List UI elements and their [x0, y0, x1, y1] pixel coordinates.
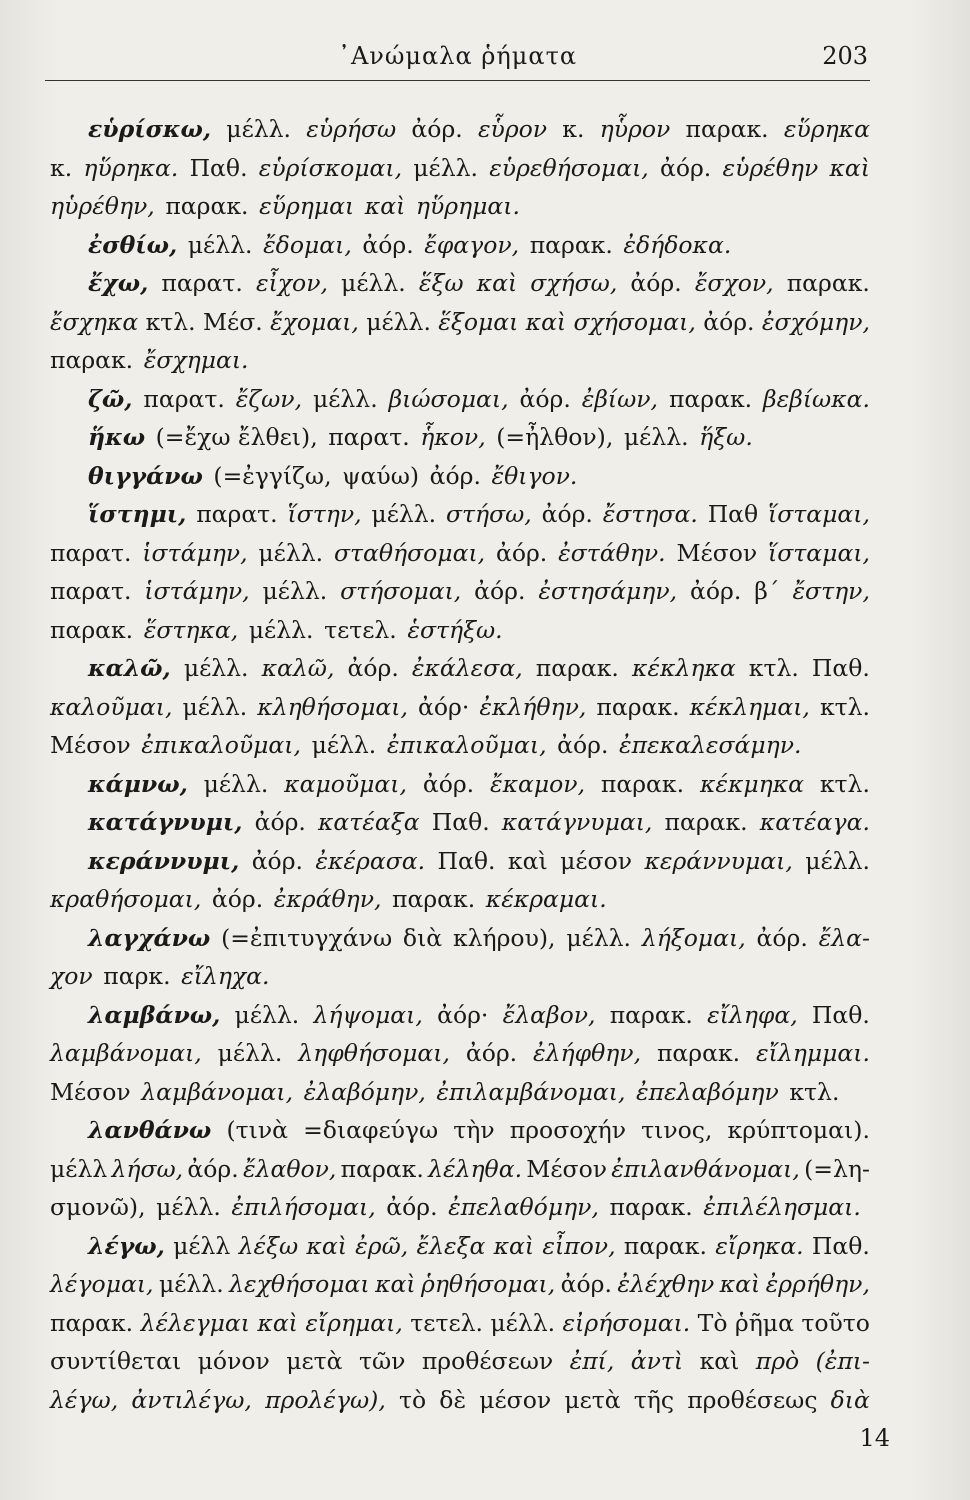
word: ἔσχον, — [694, 269, 774, 297]
word: παρακ. — [529, 230, 613, 259]
word: ψαύω) — [342, 461, 420, 490]
word: βιώσομαι, — [388, 384, 509, 413]
word: ηὕρηκα. — [83, 153, 179, 182]
word: κατέαγα. — [759, 808, 870, 836]
word: μέλλ. — [341, 269, 406, 297]
text-line — [50, 572, 870, 611]
headword: καλῶ, — [88, 654, 171, 682]
word: ἔδομαι, — [263, 230, 352, 259]
word: εἴλημμαι. — [756, 1039, 870, 1067]
word: ἐβίων, — [581, 384, 659, 413]
word: παρακ. — [50, 615, 134, 644]
word: β΄ — [754, 577, 780, 605]
headword: εὑρίσκω, — [88, 115, 212, 143]
word: λαμβάνομαι, — [50, 1039, 202, 1067]
word: παρακ. — [609, 1000, 693, 1029]
headword: κεράννυμι, — [88, 846, 240, 875]
word: ἵσταμαι, — [768, 500, 870, 528]
word: μετὰ — [564, 1385, 621, 1414]
text-line — [50, 1150, 870, 1189]
text-line — [50, 187, 870, 226]
word: παρακ. — [623, 1231, 707, 1260]
word: στήσομαι, — [340, 577, 462, 605]
text-line — [50, 996, 870, 1035]
word: Μέσον — [676, 538, 758, 567]
word: ἀόρ. — [519, 384, 571, 413]
word: ἑστήξω. — [407, 615, 503, 644]
text-line — [50, 534, 870, 573]
word: παρακ. — [668, 384, 753, 413]
word: κέκραμαι. — [485, 885, 607, 913]
word: λέλεγμαι — [140, 1308, 250, 1337]
headword: θιγγάνω — [88, 461, 203, 490]
word: Παθ. — [811, 654, 870, 682]
word: κέκλημαι, — [689, 692, 810, 721]
word: μέσον — [560, 846, 633, 875]
word: παρατ. — [161, 269, 243, 297]
word: ἐπικαλοῦμαι, — [141, 731, 301, 759]
word: ἔστησα. — [602, 500, 698, 528]
word: (=ἦλθον), — [496, 423, 614, 451]
word: μέλλ. — [311, 731, 377, 759]
word: μέλλ — [50, 1154, 108, 1183]
word: παρατ. — [50, 577, 132, 605]
word: διὰ — [402, 923, 443, 952]
word: ἐπιλέλησμαι. — [703, 1193, 861, 1221]
word: εἴρημαι, — [305, 1308, 403, 1337]
word: καὶ — [829, 153, 870, 182]
word: καλοῦμαι, — [50, 692, 173, 721]
word: πρὸ — [755, 1347, 800, 1375]
word: Μέσον — [50, 1077, 131, 1106]
word: κ. — [50, 153, 73, 182]
word: παρακ. — [664, 808, 748, 836]
word: εὗρον — [477, 115, 548, 143]
word: εὕρηκα — [783, 115, 870, 143]
word: χον — [50, 962, 93, 990]
word: λέληθα. — [428, 1154, 523, 1183]
word: προθέσεων — [421, 1347, 554, 1375]
word: καμοῦμαι, — [284, 769, 407, 798]
word: ἀόρ. — [362, 230, 414, 259]
text-line — [50, 1342, 870, 1381]
word: Παθ — [707, 500, 759, 528]
word: ἔλεξα — [416, 1231, 486, 1260]
word: λήξομαι, — [641, 923, 746, 952]
word: καὶ — [364, 192, 406, 220]
word: εἶπον, — [542, 1231, 616, 1260]
word: ἐρρήθην, — [765, 1270, 870, 1298]
word: τὸ — [398, 1385, 427, 1414]
word: μέλλ. — [566, 923, 632, 952]
word: βεβίωκα. — [763, 384, 870, 413]
word: παρατ. — [50, 538, 132, 567]
text-line — [50, 226, 870, 265]
word: προθέσεως — [687, 1385, 818, 1414]
word: κτλ. — [145, 307, 196, 336]
word: τινος, — [641, 1116, 713, 1144]
word: ἀόρ. — [386, 1193, 438, 1221]
word: κτλ. — [819, 692, 870, 721]
word: παρακ. — [50, 346, 134, 374]
word: ἔζων, — [235, 384, 303, 413]
word: (=λη- — [804, 1154, 870, 1183]
word: παρακ. — [609, 1193, 693, 1221]
word: ἐλήφθην, — [533, 1039, 642, 1067]
word: κραθήσομαι, — [50, 885, 202, 913]
word: καὶ — [476, 269, 518, 297]
word: ηὗρον — [599, 115, 671, 143]
headword: λαμβάνω, — [88, 1000, 221, 1029]
word: μέλλ. — [805, 846, 870, 875]
word: ἐκάλεσα, — [411, 654, 523, 682]
word: μέλλ. — [203, 769, 269, 798]
word: λαμβάνομαι, — [141, 1077, 294, 1106]
word: ἀόρ. — [422, 769, 475, 798]
word: ἀόρ· — [437, 1000, 489, 1029]
word: κλήρου), — [452, 923, 556, 952]
word: ἔθιγον. — [491, 461, 578, 490]
word: τῆς — [633, 1385, 675, 1414]
word: ἀόρ. — [630, 269, 682, 297]
word: ἔχομαι, — [270, 307, 359, 336]
text-line — [50, 303, 870, 342]
word: κρύπτομαι). — [727, 1116, 870, 1144]
text-line — [50, 688, 870, 727]
word: μετὰ — [286, 1347, 343, 1375]
word: κτλ. — [748, 654, 799, 682]
word: ἀόρ. — [251, 846, 303, 875]
word: ἀόρ. — [411, 115, 463, 143]
word: παρακ. — [656, 1039, 741, 1067]
word: λήσω, — [111, 1154, 184, 1183]
word: καὶ — [375, 1270, 416, 1298]
word: εἶχον, — [255, 269, 328, 297]
word: (τινὰ — [226, 1116, 288, 1144]
text-line — [50, 957, 870, 996]
word: σχήσω, — [530, 269, 618, 297]
word: τετελ. — [410, 1308, 483, 1337]
word: ἐστάθην. — [558, 538, 666, 567]
word: ἐπελαθόμην, — [448, 1193, 599, 1221]
text-line — [50, 919, 870, 958]
word: ἐπιλήσομαι, — [231, 1193, 376, 1221]
headword: ἔχω, — [88, 269, 149, 297]
text-line — [50, 1304, 870, 1343]
word: ἀόρ. — [703, 307, 755, 336]
headword: λαγχάνω — [88, 923, 211, 952]
word: παρακ. — [50, 1308, 134, 1337]
word: ἕξω — [418, 269, 464, 297]
word: παρακ. — [600, 769, 685, 798]
word: εὑρεθήσομαι, — [489, 153, 649, 182]
word: καὶ — [493, 1231, 535, 1260]
word: εὑρήσω — [306, 115, 397, 143]
word: κέκμηκα — [699, 769, 805, 798]
word: ἀόρ. — [254, 808, 306, 836]
word: μέλλ. — [490, 1308, 556, 1337]
word: Παθ. — [811, 1231, 870, 1260]
word: ἐσχόμην, — [761, 307, 870, 336]
running-title: ᾿Ανώμαλα ῥήματα — [337, 42, 578, 70]
word: ἐλαβόμην, — [303, 1077, 426, 1106]
signature-mark: 14 — [859, 1424, 890, 1452]
word: στήσω, — [445, 500, 532, 528]
text-line — [50, 765, 870, 804]
word: ἐστησάμην, — [538, 577, 678, 605]
word: κτλ. — [819, 769, 870, 798]
word: ἧκον, — [420, 423, 486, 451]
word: =διαφεύγω — [303, 1116, 439, 1144]
word: μέλλ. — [371, 500, 437, 528]
word: κατέαξα — [318, 808, 420, 836]
word: μέλλ. — [413, 153, 478, 182]
word: λέξω — [238, 1231, 299, 1260]
text-line — [50, 726, 870, 765]
word: συντίθεται — [50, 1347, 182, 1375]
text-line — [50, 880, 870, 919]
word: ληφθήσομαι, — [298, 1039, 450, 1067]
word: μέλλ. — [217, 1039, 283, 1067]
word: καὶ — [699, 1347, 740, 1375]
word: ἀόρ. — [474, 577, 526, 605]
word: ἐκράθην, — [273, 885, 382, 913]
word: εὑρέθην — [722, 153, 819, 182]
word: ἀόρ. — [690, 577, 742, 605]
text-line — [50, 611, 870, 650]
word: ἐπιλαμβάνομαι, — [436, 1077, 626, 1106]
word: ῥῆμα — [734, 1308, 794, 1337]
word: Παθ. — [437, 846, 496, 875]
text-line — [50, 110, 870, 149]
word: Μέσ. — [202, 307, 263, 336]
word: μέλλ. — [226, 115, 292, 143]
word: μέλλ. — [366, 307, 431, 336]
word: τετελ. — [324, 615, 397, 644]
word: ἔστην, — [792, 577, 870, 605]
word: σταθήσομαι, — [333, 538, 486, 567]
word: μέλλ. — [158, 1270, 224, 1298]
word: παρακ. — [596, 692, 680, 721]
word: παρατ. — [328, 423, 410, 451]
word: παρακ. — [786, 269, 870, 297]
page-number: 203 — [822, 42, 868, 70]
word: (=ἔχω ἔλθει), — [155, 423, 318, 451]
word: ἐπιλανθάνομαι, — [611, 1154, 800, 1183]
headword: λέγω, — [88, 1231, 165, 1260]
word: παρακ. — [685, 115, 769, 143]
word: ἀόρ. — [557, 731, 609, 759]
word: παρκ. — [103, 962, 171, 990]
word: σχήσομαι, — [573, 307, 696, 336]
word: ἔσχημαι. — [143, 346, 249, 374]
headword: ζῶ, — [88, 384, 133, 413]
word: λέγω, — [50, 1385, 119, 1414]
word: Μέσον — [50, 731, 131, 759]
word: ἀόρ. — [465, 1039, 518, 1067]
text-line — [50, 418, 870, 457]
word: ἀόρ. — [541, 500, 593, 528]
word: μέλλ. — [187, 230, 253, 259]
word: παρακ. — [535, 654, 619, 682]
word: τῶν — [358, 1347, 406, 1375]
text-line — [50, 842, 870, 881]
word: ἀόρ. — [347, 654, 399, 682]
word: ἔφαγον, — [424, 230, 520, 259]
word: Παθ. — [189, 153, 248, 182]
word: μέσον — [479, 1385, 552, 1414]
word: κέκληκα — [632, 654, 736, 682]
word: εἴρηκα. — [715, 1231, 804, 1260]
word: ἐκλήθην, — [479, 692, 587, 721]
word: ἀντιλέγω, — [131, 1385, 252, 1414]
word: προλέγω), — [265, 1385, 386, 1414]
text-line — [50, 1073, 870, 1112]
word: μέλλ. — [234, 1000, 300, 1029]
text-line — [50, 380, 870, 419]
word: ἥξω. — [699, 423, 753, 451]
word: ἔσχηκα — [50, 307, 139, 336]
word: κτλ. — [789, 1077, 840, 1106]
word: μέλλ — [173, 1231, 231, 1260]
word: Παθ. — [431, 808, 490, 836]
text-line — [50, 1227, 870, 1266]
word: Τὸ — [697, 1308, 728, 1337]
word: (ἐπι- — [815, 1347, 870, 1375]
word: καὶ — [306, 1231, 347, 1260]
word: μέλλ. — [258, 538, 324, 567]
word: λέγομαι, — [50, 1270, 154, 1298]
word: ηὑρέθην, — [50, 192, 155, 220]
text-line — [50, 1381, 870, 1420]
headword: κάμνω, — [88, 769, 188, 798]
word: παρακ. — [392, 885, 476, 913]
word: ἀόρ. — [211, 885, 264, 913]
word: ἀόρ· — [417, 692, 470, 721]
text-line — [50, 341, 870, 380]
word: εἰρήσομαι. — [562, 1308, 691, 1337]
page-header — [45, 40, 870, 81]
word: προσοχήν — [509, 1116, 626, 1144]
word: ἐδήδοκα. — [623, 230, 732, 259]
word: μέλλ. — [262, 577, 328, 605]
text-line — [50, 457, 870, 496]
word: παρακ. — [340, 1154, 424, 1183]
word: ἔλαθον, — [242, 1154, 337, 1183]
word: εἴληχα. — [181, 962, 270, 990]
word: ἱστάμην, — [142, 538, 248, 567]
word: ἐπελαβόμην — [635, 1077, 779, 1106]
text-line — [50, 1034, 870, 1073]
word: μέλλ. — [182, 692, 248, 721]
word: ἐρῶ, — [355, 1231, 409, 1260]
text-line — [50, 1188, 870, 1227]
word: καὶ — [507, 846, 548, 875]
text-line — [50, 264, 870, 303]
body-text — [50, 110, 870, 1419]
word: τὴν — [453, 1116, 495, 1144]
word: μέλλ. — [156, 1193, 221, 1221]
word: καλῶ, — [261, 654, 335, 682]
word: κατάγνυμαι, — [501, 808, 653, 836]
word: παρακ. — [165, 192, 249, 220]
word: καὶ — [719, 1270, 761, 1298]
word: (=ἐπιτυγχάνω — [221, 923, 393, 952]
word: παρατ. — [196, 500, 278, 528]
word: μέλλ. — [183, 654, 249, 682]
word: ἀόρ. — [659, 153, 712, 182]
word: ηὕρημαι. — [415, 192, 520, 220]
word: λήψομαι, — [313, 1000, 423, 1029]
word: ἐπεκαλεσάμην. — [619, 731, 802, 759]
word: μέλλ. — [312, 384, 378, 413]
text-line — [50, 649, 870, 688]
word: ἐλέχθην — [617, 1270, 715, 1298]
word: ἀόρ. — [495, 538, 548, 567]
word: ἕξομαι — [438, 307, 519, 336]
word: καὶ — [525, 307, 567, 336]
text-line — [50, 803, 870, 842]
word: ἵσταμαι, — [768, 538, 870, 567]
word: ῥηθήσομαι, — [421, 1270, 556, 1298]
word: ἐπί, — [569, 1347, 615, 1375]
word: κ. — [562, 115, 585, 143]
word: ἔλα- — [818, 923, 870, 952]
word: παρατ. — [143, 384, 225, 413]
word: λεχθήσομαι — [229, 1270, 370, 1298]
word: ἔκαμον, — [490, 769, 586, 798]
headword: λανθάνω — [88, 1116, 212, 1144]
word: μέλλ. — [248, 615, 314, 644]
word: ἐπικαλοῦμαι, — [386, 731, 547, 759]
word: κεράννυμαι, — [644, 846, 793, 875]
word: καὶ — [257, 1308, 298, 1337]
word: τοῦτο — [801, 1308, 870, 1337]
word: μέλλ. — [623, 423, 689, 451]
word: ἐκέρασα. — [315, 846, 426, 875]
word: ἀόρ. — [756, 923, 808, 952]
word: ἀόρ. — [429, 461, 481, 490]
word: ἵστην, — [287, 500, 362, 528]
text-line — [50, 1111, 870, 1150]
word: (=ἐγγίζω, — [213, 461, 332, 490]
headword: ἥκω — [88, 423, 146, 451]
word: εὑρίσκομαι, — [258, 153, 403, 182]
word: ἀντὶ — [630, 1347, 684, 1375]
word: ἔλαβον, — [502, 1000, 596, 1029]
word: κληθήσομαι, — [257, 692, 408, 721]
text-line — [50, 495, 870, 534]
word: εὕρημαι — [259, 192, 355, 220]
word: Παθ. — [811, 1000, 870, 1029]
word: ἱστάμην, — [144, 577, 250, 605]
word: διὰ — [830, 1385, 870, 1414]
text-line — [50, 149, 870, 188]
word: ἕστηκα, — [143, 615, 239, 644]
word: μόνον — [197, 1347, 270, 1375]
word: ἀόρ. — [560, 1270, 612, 1298]
headword: κατάγνυμι, — [88, 808, 243, 836]
word: εἴληφα, — [707, 1000, 798, 1029]
word: σμονῶ), — [50, 1193, 146, 1221]
text-line — [50, 1265, 870, 1304]
word: Μέσον — [526, 1154, 608, 1183]
word: δὲ — [439, 1385, 467, 1414]
word: ἀόρ. — [187, 1154, 239, 1183]
headword: ἐσθίω, — [88, 230, 178, 259]
headword: ἵστημι, — [88, 500, 187, 528]
